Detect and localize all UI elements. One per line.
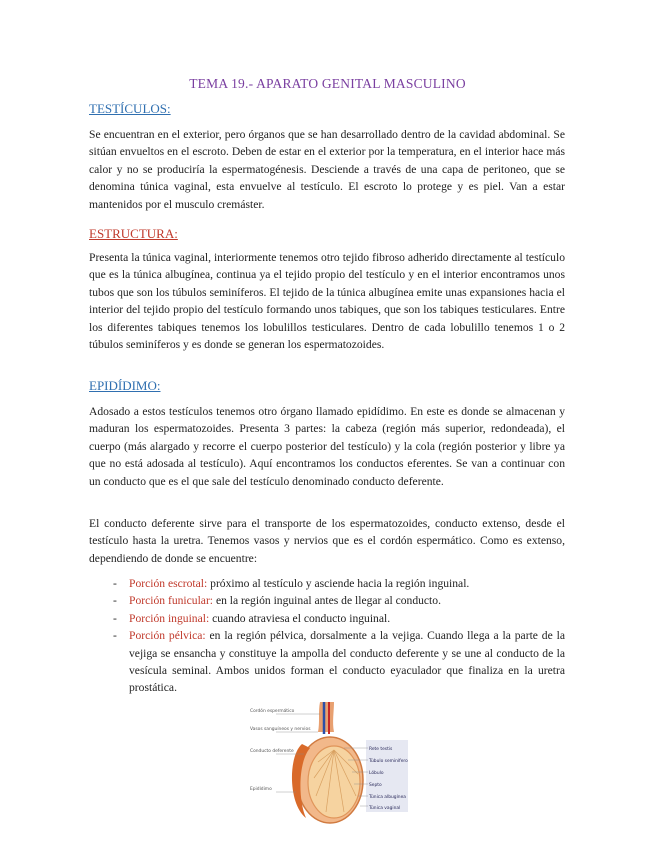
label-tubulo: Túbulo seminífero <box>369 759 408 764</box>
paragraph-testiculos: Se encuentran en el exterior, pero órganos que se han desarrollado dentro de la cavidad abdominal. Se sitúan envueltos en el escroto. Deben de estar en el exterior por la temperatura, en el interior hace más calor y no se produciría la espermatogénesis. Desciende a través de una capa de peritoneo, que se denomina túnica vaginal, esta envuelve al testículo. El escroto lo protege y es piel. Van a estar mantenidos por el musculo cremáster. <box>89 128 565 211</box>
paragraph-conducto-deferente: El conducto deferente sirve para el transporte de los espermatozoides, conducto extenso, desde el testículo hasta la uretra. Tenemos vasos y nervios que es el cordón espermático. Como es extenso, dependiendo de donde se encuentre: <box>89 517 565 565</box>
list-item-text: en la región pélvica, dorsalmente a la vejiga. Cuando llega a la parte de la vejiga se ensancha y constituye la ampolla del conducto deferente y se une al conducto de la vesícula seminal. Ambos unidos forman el conducto eyaculador que finaliza en la uretra prostática. <box>129 629 565 695</box>
label-septo: Septo <box>369 783 382 788</box>
list-item-text: próximo al testículo y asciende hacia la región inguinal. <box>207 577 470 590</box>
paragraph-epididimo: Adosado a estos testículos tenemos otro órgano llamado epidídimo. En este es donde se almacenan y maduran los espermatozoides. Presenta 3 partes: la cabeza (región más superior, redondeada), el cuerpo (más alargado y recorre el cuerpo posterior del testículo) y la cola (región posterior y libre ya que no está adosada al testículo). Aquí encontramos los conductos eferentes. Se van a continuar con un conducto que es el que sale del testículo denominado conducto deferente. <box>89 405 565 488</box>
spermatic-cord-shape <box>318 702 334 732</box>
heading-estructura: ESTRUCTURA: <box>89 226 178 241</box>
label-epididimo: Epidídimo <box>250 787 272 792</box>
list-item-term: Porción inguinal: <box>129 611 210 625</box>
label-conducto-deferente: Conducto deferente <box>250 749 294 754</box>
list-item: - Porción escrotal: próximo al testículo y asciende hacia la región inguinal. <box>113 577 470 590</box>
label-lobulo: Lóbulo <box>369 771 384 776</box>
list-item: - Porción funicular: en la región inguinal antes de llegar al conducto. <box>113 594 441 608</box>
list-item: - Porción pélvica: en la región pélvica, dorsalmente a la vejiga. Cuando llega a la parte de la vejiga se ensancha y constituye la ampolla del conducto deferente y se une al conducto de la vesícula seminal. Ambos unidos forman el conducto eyaculador que finaliza en la uretra prostática. <box>113 629 565 695</box>
page-title: TEMA 19.- APARATO GENITAL MASCULINO <box>189 76 466 91</box>
list-item-term: Porción funicular: <box>129 594 214 608</box>
list-item-text: cuando atraviesa el conducto inguinal. <box>209 611 391 625</box>
testis-anatomy-figure <box>248 700 408 832</box>
porciones-list <box>89 575 565 697</box>
label-albuginea: Túnica albugínea <box>369 795 406 800</box>
list-item: - Porción inguinal: cuando atraviesa el conducto inguinal. <box>113 611 391 625</box>
heading-epididimo: EPIDÍDIMO: <box>89 378 161 393</box>
label-rete-testis: Rete testis <box>369 747 393 752</box>
list-item-term: Porción pélvica: <box>129 629 206 643</box>
tunica-albuginea-shape <box>308 746 360 818</box>
list-item-text: en la región inguinal antes de llegar al conducto. <box>213 594 441 608</box>
list-item-term: Porción escrotal: <box>129 577 208 590</box>
label-vaginal: Túnica vaginal <box>369 806 401 811</box>
label-vasos: Vasos sanguíneos y nervios <box>250 727 311 732</box>
heading-testiculos: TESTÍCULOS: <box>89 101 171 116</box>
label-cordon: Cordón espermático <box>250 709 295 714</box>
paragraph-estructura: Presenta la túnica vaginal, interiormente tenemos otro tejido fibroso adherido directamente al testículo que es la túnica albugínea, continua ya el tejido propio del testículo y en el interior encontramos unos tubos que son los túbulos seminíferos. El tejido de la túnica albugínea emite unas expansiones hacia el interior del tejido propio del testículo formando unos tabiques, que son los tabiques testiculares. Entre los diferentes tabiques tenemos los lobulillos testiculares. Dentro de cada lobulillo tenemos 1 o 2 túbulos seminíferos y es donde se generan los espermatozoides. <box>89 251 565 352</box>
